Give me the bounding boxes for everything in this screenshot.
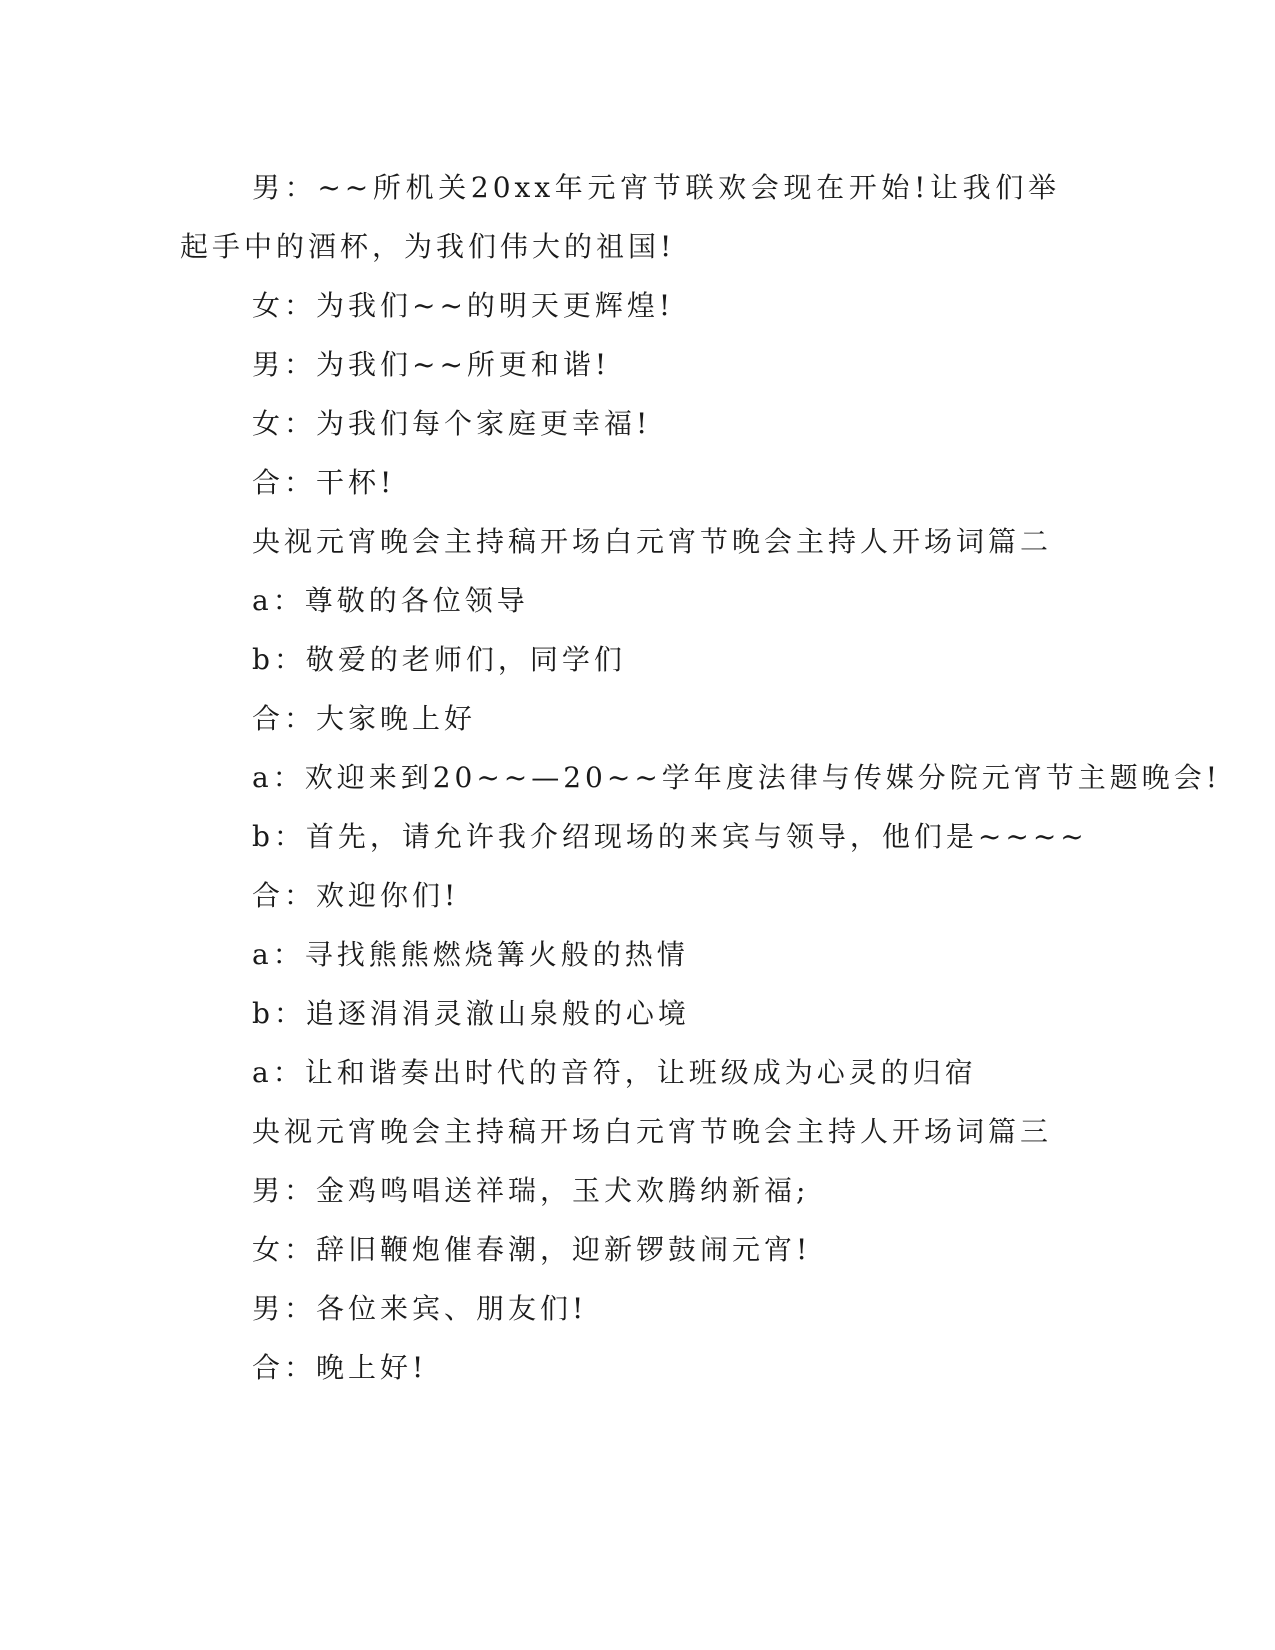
- paragraph-13: a：寻找熊熊燃烧篝火般的热情: [252, 938, 689, 971]
- paragraph-17: 男：金鸡鸣唱送祥瑞，玉犬欢腾纳新福;: [252, 1174, 810, 1207]
- section-heading-2: 央视元宵晚会主持稿开场白元宵节晚会主持人开场词篇二: [252, 525, 1053, 558]
- section-heading-3: 央视元宵晚会主持稿开场白元宵节晚会主持人开场词篇三: [252, 1115, 1053, 1148]
- paragraph-11: b：首先，请允许我介绍现场的来宾与领导，他们是~~~~: [252, 820, 1088, 853]
- paragraph-20: 合：晚上好!: [252, 1351, 428, 1384]
- paragraph-2: 女：为我们~~的明天更辉煌!: [252, 289, 675, 322]
- paragraph-4: 女：为我们每个家庭更幸福!: [252, 407, 652, 440]
- document-body: [180, 158, 1222, 1397]
- paragraph-15: a：让和谐奏出时代的音符，让班级成为心灵的归宿: [252, 1056, 977, 1089]
- paragraph-14: b：追逐涓涓灵澈山泉般的心境: [252, 997, 690, 1030]
- paragraph-3: 男：为我们~~所更和谐!: [252, 348, 611, 381]
- paragraph-18: 女：辞旧鞭炮催春潮，迎新锣鼓闹元宵!: [252, 1233, 812, 1266]
- paragraph-10: a：欢迎来到20~~—20~~学年度法律与传媒分院元宵节主题晚会!: [252, 761, 1222, 794]
- paragraph-9: 合：大家晚上好: [252, 702, 477, 735]
- paragraph-12: 合：欢迎你们!: [252, 879, 460, 912]
- paragraph-8: b：敬爱的老师们，同学们: [252, 643, 626, 676]
- paragraph-7: a：尊敬的各位领导: [252, 584, 529, 617]
- paragraph-5: 合：干杯!: [252, 466, 396, 499]
- paragraph-19: 男：各位来宾、朋友们!: [252, 1292, 588, 1325]
- paragraph-1: 男：~~所机关20xx年元宵节联欢会现在开始!让我们举起手中的酒杯，为我们伟大的祖国!: [180, 171, 1060, 263]
